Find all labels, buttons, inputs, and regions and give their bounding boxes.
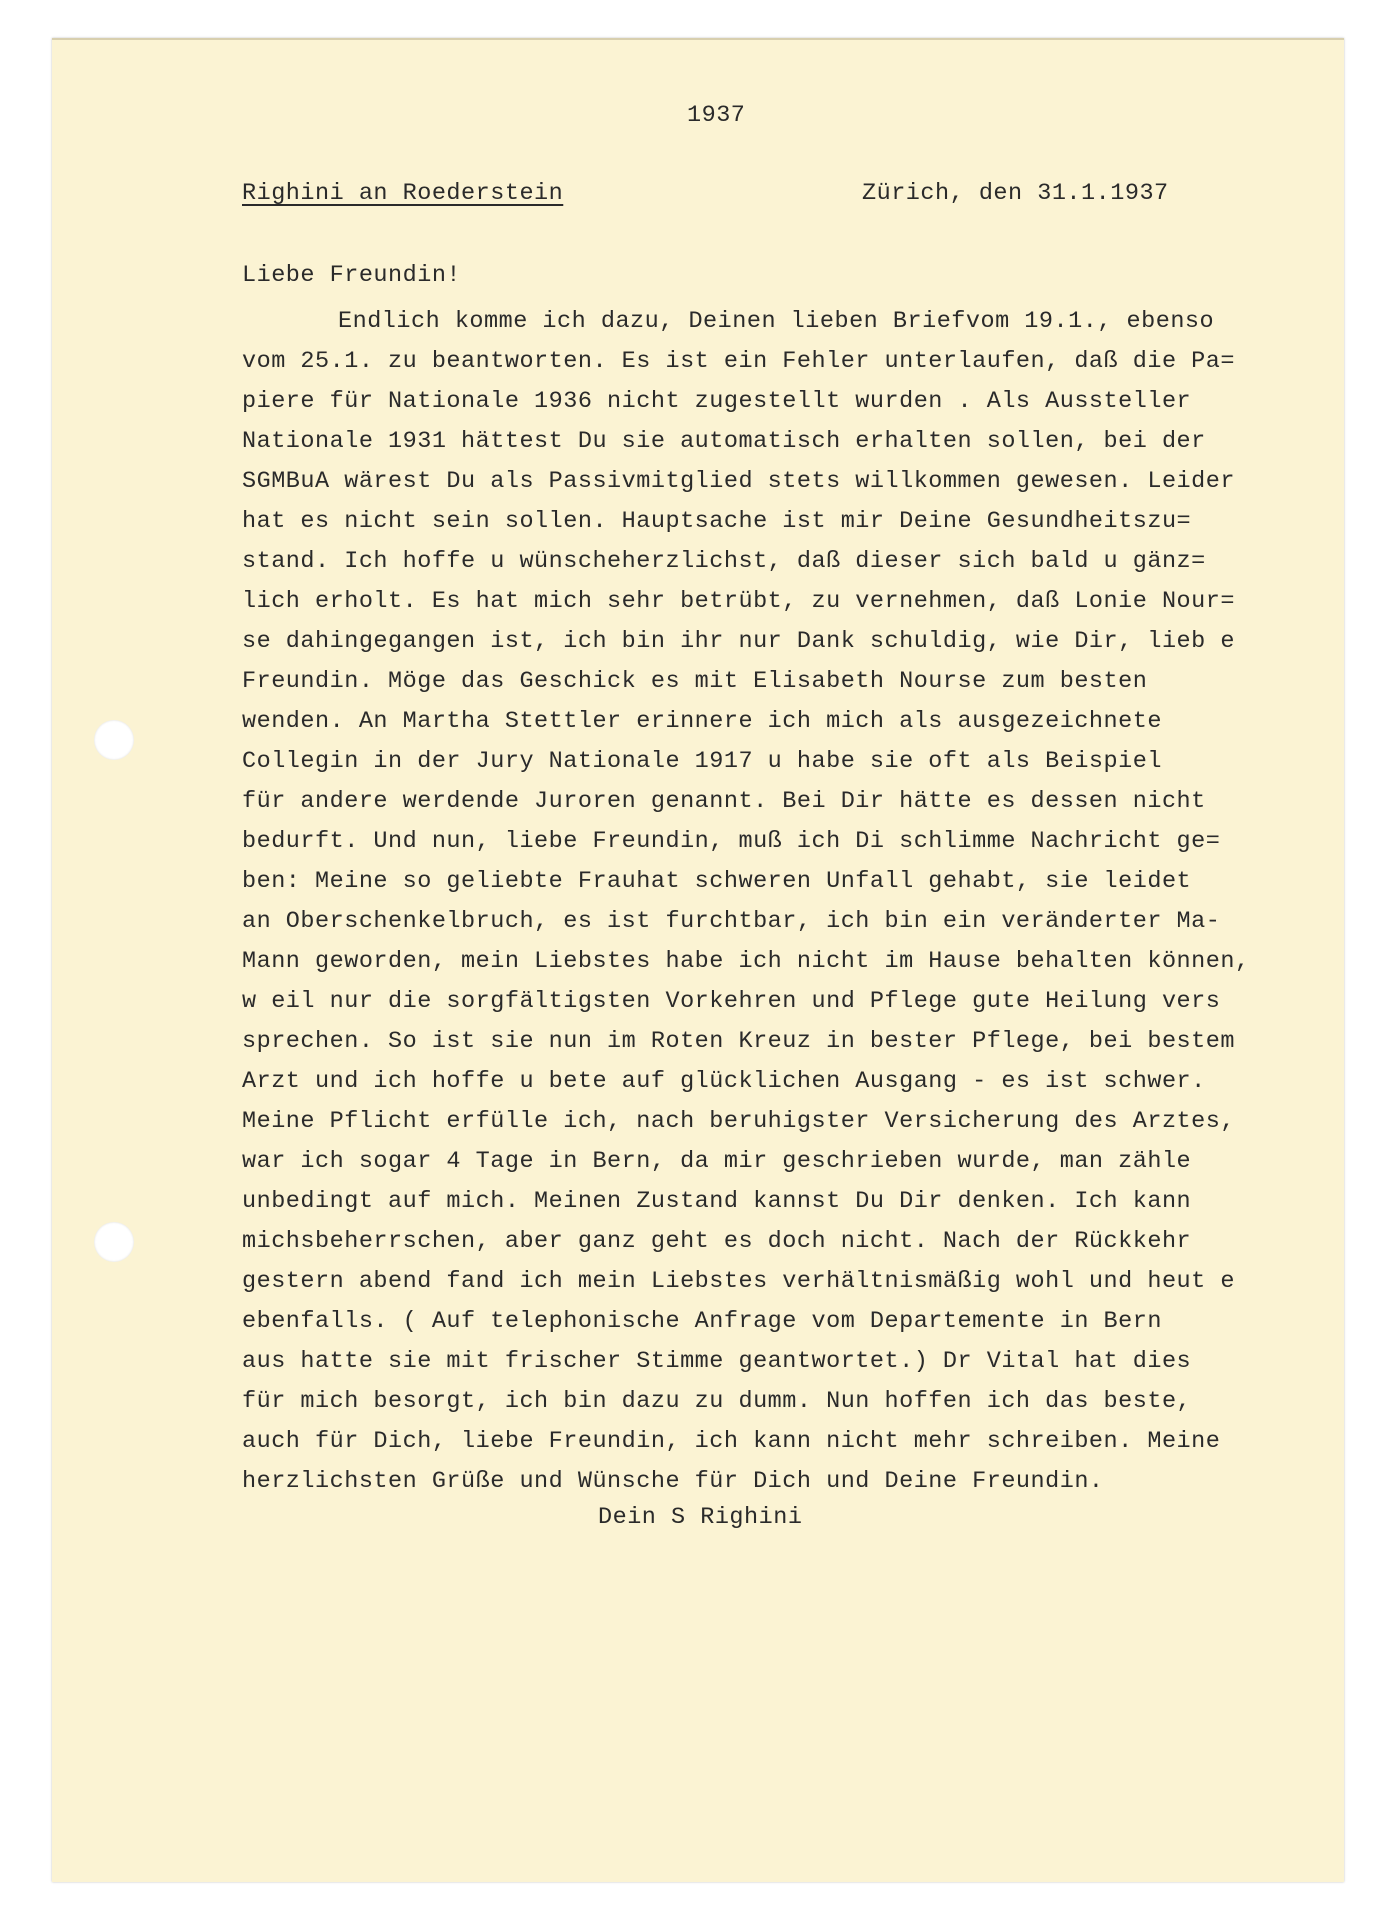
- body-line: Collegin in der Jury Nationale 1917 u habe sie oft als Beispiel: [242, 748, 1162, 775]
- body-line: stand. Ich hoffe u wünscheherzlichst, daß dieser sich bald u gänz=: [242, 548, 1206, 575]
- body-line: herzlichsten Grüße und Wünsche für Dich und Deine Freundin.: [242, 1468, 1104, 1495]
- body-line: bedurft. Und nun, liebe Freundin, muß ich Di schlimme Nachricht ge=: [242, 828, 1221, 855]
- letter-page: [52, 38, 1344, 1882]
- body-line: für andere werdende Juroren genannt. Bei Dir hätte es dessen nicht: [242, 788, 1206, 815]
- body-line: an Oberschenkelbruch, es ist furchtbar, ich bin ein veränderter Ma-: [242, 908, 1221, 935]
- punch-hole: [94, 1222, 134, 1262]
- body-line: war ich sogar 4 Tage in Bern, da mir geschrieben wurde, man zähle: [242, 1148, 1192, 1175]
- body-line: Endlich komme ich dazu, Deinen lieben Briefvom 19.1., ebenso: [338, 308, 1215, 335]
- letter-salutation: Liebe Freundin!: [242, 262, 462, 289]
- body-line: aus hatte sie mit frischer Stimme geantwortet.) Dr Vital hat dies: [242, 1348, 1192, 1375]
- body-line: hat es nicht sein sollen. Hauptsache ist mir Deine Gesundheitszu=: [242, 508, 1192, 535]
- letter-signature: Dein S Righini: [598, 1504, 803, 1531]
- body-line: Mann geworden, mein Liebstes habe ich nicht im Hause behalten können,: [242, 948, 1250, 975]
- punch-hole: [94, 720, 134, 760]
- letter-place-date: Zürich, den 31.1.1937: [862, 180, 1169, 207]
- body-line: Nationale 1931 hättest Du sie automatisch erhalten sollen, bei der: [242, 428, 1206, 455]
- body-line: se dahingegangen ist, ich bin ihr nur Dank schuldig, wie Dir, lieb e: [242, 628, 1235, 655]
- letter-heading-sender-recipient: Righini an Roederstein: [242, 180, 564, 207]
- body-line: w eil nur die sorgfältigsten Vorkehren und Pflege gute Heilung vers: [242, 988, 1221, 1015]
- body-line: auch für Dich, liebe Freundin, ich kann nicht mehr schreiben. Meine: [242, 1428, 1221, 1455]
- body-line: SGMBuA wärest Du als Passivmitglied stets willkommen gewesen. Leider: [242, 468, 1235, 495]
- body-line: ebenfalls. ( Auf telephonische Anfrage vom Departemente in Bern: [242, 1308, 1162, 1335]
- body-line: für mich besorgt, ich bin dazu zu dumm. Nun hoffen ich das beste,: [242, 1388, 1192, 1415]
- body-line: piere für Nationale 1936 nicht zugestellt wurden . Als Aussteller: [242, 388, 1192, 415]
- body-line: vom 25.1. zu beantworten. Es ist ein Fehler unterlaufen, daß die Pa=: [242, 348, 1235, 375]
- body-line: Freundin. Möge das Geschick es mit Elisabeth Nourse zum besten: [242, 668, 1148, 695]
- letter-body: [242, 302, 1332, 1502]
- body-line: michsbeherrschen, aber ganz geht es doch nicht. Nach der Rückkehr: [242, 1228, 1192, 1255]
- body-line: wenden. An Martha Stettler erinnere ich mich als ausgezeichnete: [242, 708, 1162, 735]
- body-line: unbedingt auf mich. Meinen Zustand kannst Du Dir denken. Ich kann: [242, 1188, 1192, 1215]
- body-line: sprechen. So ist sie nun im Roten Kreuz in bester Pflege, bei bestem: [242, 1028, 1235, 1055]
- page-year: 1937: [687, 102, 746, 129]
- body-line: lich erholt. Es hat mich sehr betrübt, zu vernehmen, daß Lonie Nour=: [242, 588, 1235, 615]
- body-line: Arzt und ich hoffe u bete auf glücklichen Ausgang - es ist schwer.: [242, 1068, 1206, 1095]
- body-line: Meine Pflicht erfülle ich, nach beruhigster Versicherung des Arztes,: [242, 1108, 1235, 1135]
- body-line: gestern abend fand ich mein Liebstes verhältnismäßig wohl und heut e: [242, 1268, 1235, 1295]
- body-line: ben: Meine so geliebte Frauhat schweren Unfall gehabt, sie leidet: [242, 868, 1192, 895]
